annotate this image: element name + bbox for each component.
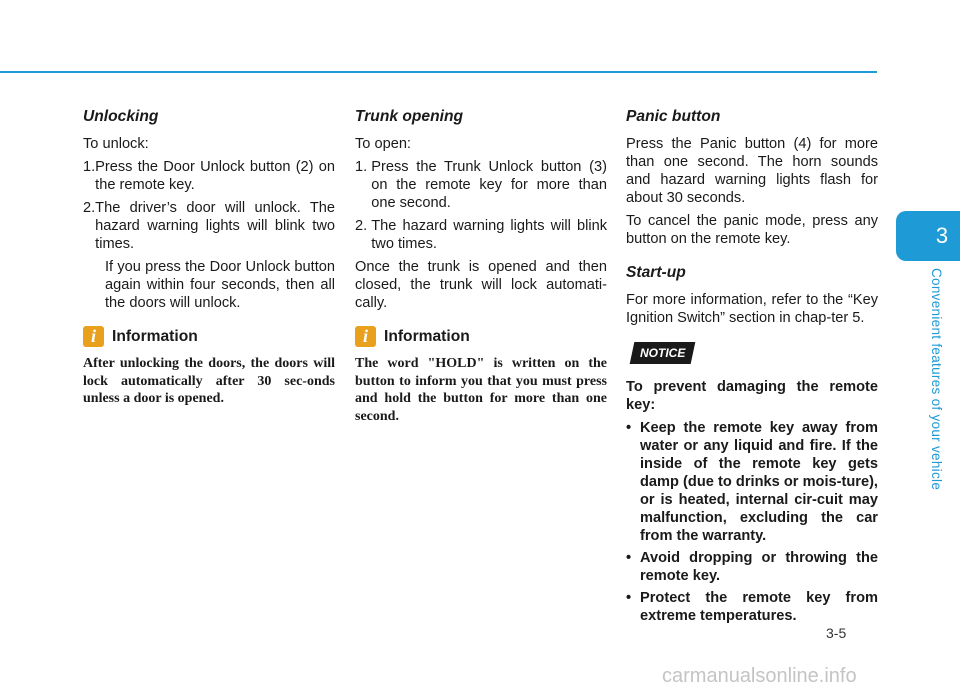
info-title: Information: [384, 327, 470, 345]
section-title-startup: Start-up: [626, 264, 686, 281]
unlock-step-1: [83, 158, 335, 194]
page-number: 3-5: [826, 625, 847, 641]
watermark: carmanualsonline.info: [662, 665, 857, 687]
info-icon: i: [83, 326, 104, 347]
step-number: 2.: [83, 200, 96, 216]
step-number: 1.: [355, 159, 372, 175]
bullet-text: Keep the remote key away from water or any liquid and fire. If the inside of the remote key gets damp (due to drinks or mois-ture), or is heated, internal cir-cuit may malfunction, excluding the car from the warranty.: [640, 420, 878, 544]
info-text: After unlocking the doors, the doors will lock automatically after 30 sec-onds unless a door is opened.: [83, 356, 335, 406]
column-unlocking: [83, 108, 335, 408]
column-panic: [626, 108, 878, 629]
notice-bullet: [626, 549, 878, 585]
panic-para-1: Press the Panic button (4) for more than one second. The horn sounds and hazard warning lights flash for about 30 seconds.: [626, 136, 878, 206]
trunk-step-1: [355, 158, 607, 212]
step-text: Press the Door Unlock button (2) on the remote key.: [95, 159, 335, 193]
step-text: Press the Trunk Unlock button (3) on the remote key for more than one second.: [371, 159, 607, 211]
section-title-unlocking: Unlocking: [83, 108, 159, 125]
chapter-tab: [896, 211, 960, 261]
unlock-step-2: [83, 199, 335, 253]
bullet-dot: •: [626, 550, 632, 566]
panic-para-2: To cancel the panic mode, press any button on the remote key.: [626, 213, 878, 247]
chapter-number: 3: [935, 223, 949, 248]
bullet-dot: •: [626, 420, 632, 436]
header-rule: [0, 71, 877, 73]
unlock-intro: To unlock:: [83, 136, 149, 152]
notice-bullet: [626, 589, 878, 625]
trunk-outro: Once the trunk is opened and then closed, the trunk will lock automati-cally.: [355, 259, 607, 311]
info-title: Information: [112, 327, 198, 345]
bullet-text: Avoid dropping or throwing the remote key.: [640, 550, 878, 584]
info-header: [83, 326, 335, 347]
info-icon: i: [355, 326, 376, 347]
info-text: The word "HOLD" is written on the button to inform you that you must press and hold the button for more than one second.: [355, 356, 607, 424]
step-number: 2.: [355, 218, 372, 234]
step-text: The driver’s door will unlock. The hazard warning lights will blink two times.: [95, 200, 335, 252]
unlock-note: If you press the Door Unlock button again within four seconds, then all the doors will unlock.: [105, 259, 335, 311]
step-text: The hazard warning lights will blink two times.: [371, 218, 607, 252]
section-title-panic: Panic button: [626, 108, 721, 125]
chapter-title: Convenient features of your vehicle: [929, 268, 944, 491]
info-header: [355, 326, 607, 347]
notice-heading: To prevent damaging the remote key:: [626, 379, 878, 413]
notice-badge: [630, 342, 696, 364]
notice-bullet: [626, 419, 878, 545]
section-title-trunk: Trunk opening: [355, 108, 463, 125]
trunk-step-2: [355, 217, 607, 253]
column-trunk: [355, 108, 607, 425]
step-number: 1.: [83, 159, 96, 175]
notice-label: NOTICE: [640, 346, 686, 360]
startup-text: For more information, refer to the “Key Ignition Switch” section in chap-ter 5.: [626, 292, 878, 326]
bullet-dot: •: [626, 590, 632, 606]
bullet-text: Protect the remote key from extreme temperatures.: [640, 590, 878, 624]
trunk-intro: To open:: [355, 136, 411, 152]
